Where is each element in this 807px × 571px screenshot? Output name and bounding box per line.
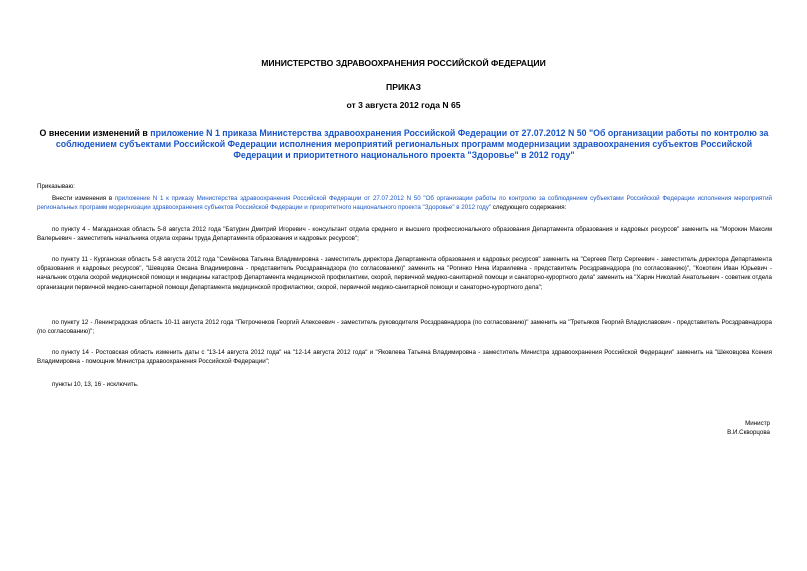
order-heading: ПРИКАЗ xyxy=(386,82,421,92)
document-title xyxy=(34,128,774,161)
main-text-after: следующего содержания: xyxy=(491,204,567,212)
order-date-number: от 3 августа 2012 года N 65 xyxy=(346,100,461,110)
main-paragraph xyxy=(37,194,772,212)
paragraph-point-12: по пункту 12 - Ленинградская область 10-11 августа 2012 года "Петроченков Георгий Алексеевич - заместитель руководителя Росздравнадзора (по согласованию)" заменить на "Третьяков Георгий Владиславович - представитель Росздравнадзора (по согласованию)"; xyxy=(37,319,772,336)
title-link[interactable]: приложение N 1 приказа Министерства здравоохранения Российской Федерации от 27.07.2012 N 50 "Об организации работы по контролю за соблюдением субъектами Российской Федерации исполнения мероприятий региональных программ модернизации здравоохранения субъектов Российской Федерации и приоритетного национального проекта "Здоровье" в 2012 году" xyxy=(55,128,769,160)
paragraph-point-4: по пункту 4 - Магаданская область 5-8 августа 2012 года "Батурин Дмитрий Игоревич - консультант отдела среднего и высшего профессионального образования Департамента образования и кадровых ресурсов" заменить на "Морокин Максим Валерьевич - заместитель начальника отдела охраны труда Департамента образования и кадровых ресурсов"; xyxy=(37,226,772,243)
paragraph-exclude: пункты 10, 13, 16 - исключить. xyxy=(52,381,139,388)
main-link[interactable]: приложение N 1 к приказу Министерства здравоохранения Российской Федерации от 27.07.2012 N 50 "Об организации работы по контролю за соблюдением субъектами Российской Федерации исполнения мероприятий региональных программ модернизации здравоохранения субъектов Российской Федерации и приоритетного национального проекта "Здоровье" в 2012 году" xyxy=(37,195,772,212)
signature-block xyxy=(727,419,770,437)
title-text: О внесении изменений в xyxy=(39,128,151,138)
paragraph-point-14: по пункту 14 - Ростовская область изменить даты с "13-14 августа 2012 года" на "12-14 августа 2012 года" и "Яковлева Татьяна Владимировна - заместитель Министра здравоохранения Российской Федерации" заменить на "Шековцова Ксения Владимировна - помощник Министра здравоохранения Российской Федерации"; xyxy=(37,349,772,366)
ministry-heading: МИНИСТЕРСТВО ЗДРАВООХРАНЕНИЯ РОССИЙСКОЙ ФЕДЕРАЦИИ xyxy=(261,58,546,68)
signature-name: В.И.Скворцова xyxy=(727,429,770,437)
paragraph-point-11: по пункту 11 - Курганская область 5-8 августа 2012 года "Семёнова Татьяна Владимировна - заместитель директора Департамента образования и кадровых ресурсов" заменить на "Сергеев Петр Сергеевич - заместитель директора Департамента образования и кадровых ресурсов", "Шевцова Оксана Владимировна - представитель Росздравнадзора (по согласованию)" заменить на "Рогинко Нина Израилевна - представитель Росздравнадзора (по согласованию)", "Кокоткин Иван Юрьевич - начальник отдела скорой медицинской помощи и медицины катастроф Департамента медицинской профилактики, скорой, первичной медико-санитарной помощи и санаторно-курортного дела" заменить на "Харин Николай Анатольевич - советник отдела организации первичной медико-санитарной помощи Департамента медицинской профилактики, скорой, первичной медико-санитарной помощи и санаторно-курортного дела"; xyxy=(37,256,772,291)
intro-paragraph: Приказываю: xyxy=(37,183,75,190)
main-text-before: Внести изменения в xyxy=(52,195,115,202)
signature-position: Министр xyxy=(745,420,770,427)
